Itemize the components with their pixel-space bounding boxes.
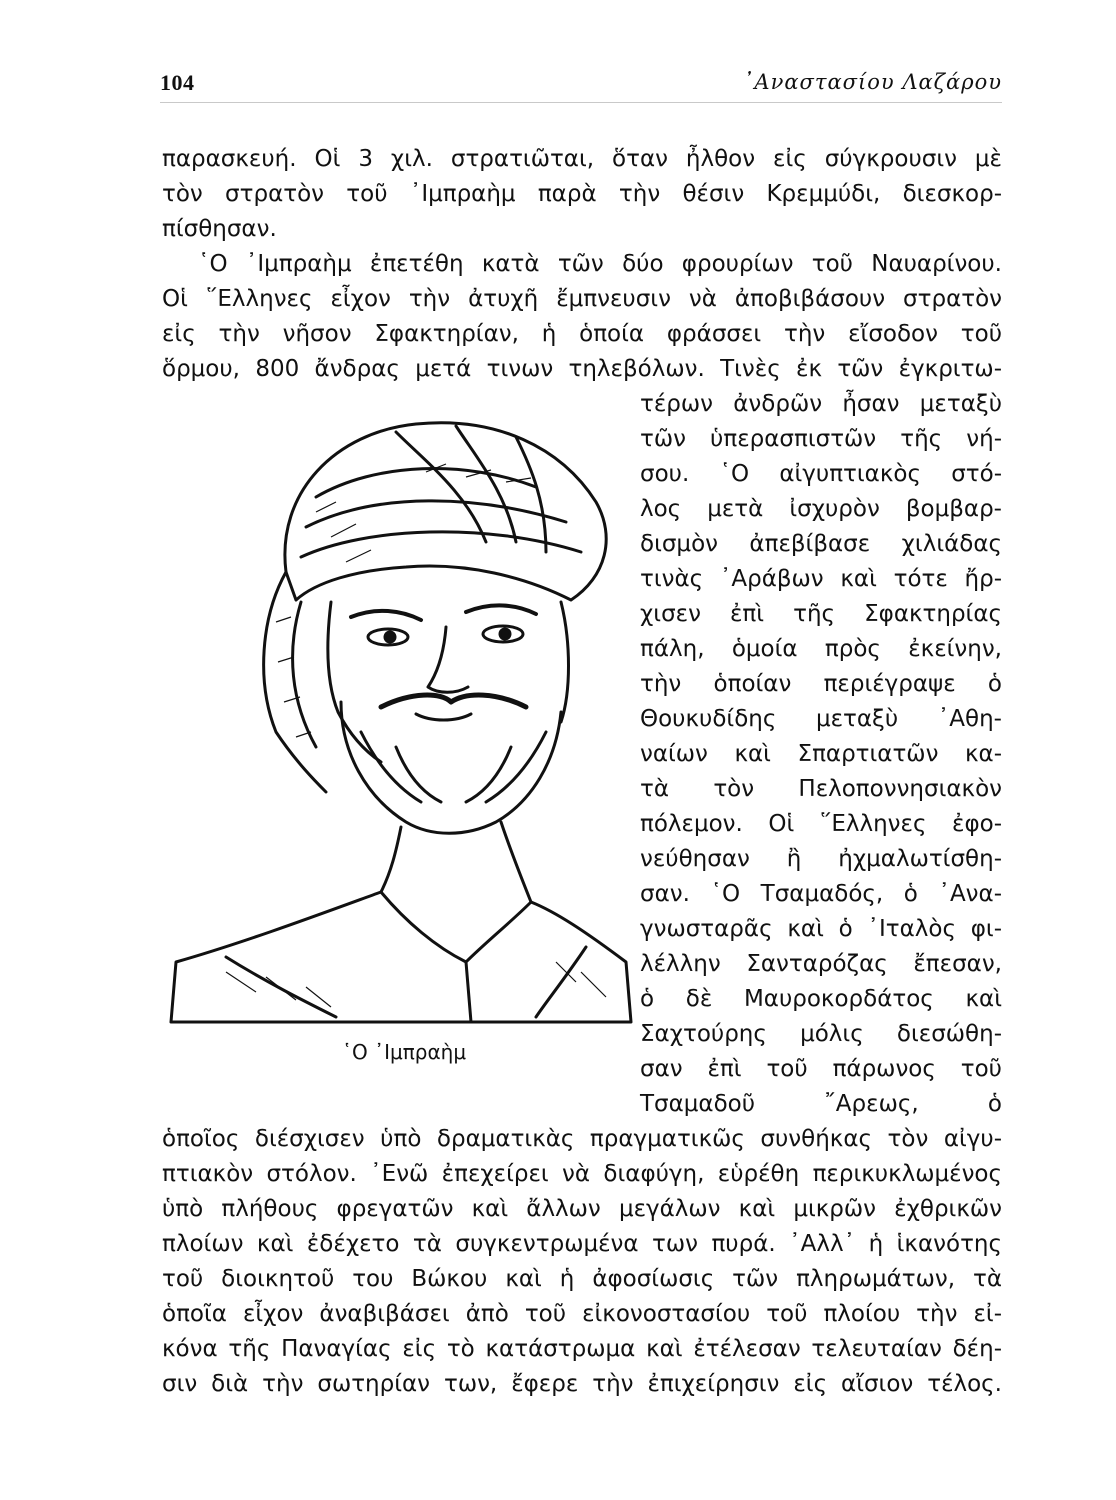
text-line: χισεν ἐπὶ τῆς Σφακτηρίας bbox=[640, 601, 1002, 627]
text-line: παρασκευή. Οἱ 3 χιλ. στρατιῶται, ὅταν ἦλθον εἰς σύγκρουσιν μὲ bbox=[162, 146, 1002, 172]
portrait-illustration bbox=[166, 402, 636, 1024]
text-line: πόλεμον. Οἱ ῞Ελληνες ἐφο- bbox=[640, 811, 1002, 837]
text-line: δισμὸν ἀπεβίβασε χιλιάδας bbox=[640, 531, 1002, 557]
text-line: γνωσταρᾶς καὶ ὁ ᾿Ιταλὸς φι- bbox=[640, 916, 1002, 942]
text-line: λος μετὰ ἰσχυρὸν βομβαρ- bbox=[640, 496, 1002, 522]
text-line: σου. ῾Ο αἰγυπτιακὸς στό- bbox=[640, 461, 1002, 487]
figure-caption: ῾Ο ᾿Ιμπραὴμ bbox=[342, 1040, 467, 1064]
text-line: κόνα τῆς Παναγίας εἰς τὸ κατάστρωμα καὶ ἐτέλεσαν τελευταίαν δέη- bbox=[162, 1336, 1002, 1362]
page-header bbox=[160, 64, 1002, 104]
text-line: τοῦ διοικητοῦ του Βώκου καὶ ἡ ἀφοσίωσις τῶν πληρωμάτων, τὰ bbox=[162, 1266, 1002, 1292]
text-line: τὰ τὸν Πελοποννησιακὸν bbox=[640, 776, 1002, 802]
text-line: σιν διὰ τὴν σωτηρίαν των, ἔφερε τὴν ἐπιχείρησιν εἰς αἴσιον τέλος. bbox=[162, 1371, 1002, 1397]
running-head: ᾿Αναστασίου Λαζάρου bbox=[742, 70, 1002, 94]
text-line: Σαχτούρης μόλις διεσώθη- bbox=[640, 1021, 1002, 1047]
text-line: τέρων ἀνδρῶν ἦσαν μεταξὺ bbox=[640, 391, 1002, 417]
text-line: πτιακὸν στόλον. ᾿Ενῶ ἐπεχείρει νὰ διαφύγη, εὑρέθη περικυκλωμένος bbox=[162, 1161, 1002, 1187]
text-line: σαν. ῾Ο Τσαμαδός, ὁ ᾿Ανα- bbox=[640, 881, 1002, 907]
text-line: Οἱ ῞Ελληνες εἶχον τὴν ἀτυχῆ ἔμπνευσιν νὰ ἀποβιβάσουν στρατὸν bbox=[162, 286, 1002, 312]
text-line: Τσαμαδοῦ ῎Αρεως, ὁ bbox=[640, 1091, 1002, 1117]
text-line: ὑπὸ πλήθους φρεγατῶν καὶ ἄλλων μεγάλων καὶ μικρῶν ἐχθρικῶν bbox=[162, 1196, 1002, 1222]
text-line: πάλη, ὁμοία πρὸς ἐκείνην, bbox=[640, 636, 1002, 662]
header-rule bbox=[160, 102, 1002, 103]
text-line: τῶν ὑπερασπιστῶν τῆς νή- bbox=[640, 426, 1002, 452]
text-line: λέλλην Σανταρόζας ἔπεσαν, bbox=[640, 951, 1002, 977]
text-line: ὁποῖα εἶχον ἀναβιβάσει ἀπὸ τοῦ εἰκονοστασίου τοῦ πλοίου τὴν εἰ- bbox=[162, 1301, 1002, 1327]
text-line: Θουκυδίδης μεταξὺ ᾿Αθη- bbox=[640, 706, 1002, 732]
text-line: ὁ δὲ Μαυροκορδάτος καὶ bbox=[640, 986, 1002, 1012]
text-line: εἰς τὴν νῆσον Σφακτηρίαν, ἡ ὁποία φράσσει τὴν εἴσοδον τοῦ bbox=[162, 321, 1002, 347]
page-number: 104 bbox=[160, 70, 195, 95]
text-line: ῾Ο ᾿Ιμπραὴμ ἐπετέθη κατὰ τῶν δύο φρουρίων τοῦ Ναυαρίνου. bbox=[198, 251, 1002, 277]
text-line: τὴν ὁποίαν περιέγραψε ὁ bbox=[640, 671, 1002, 697]
text-line: τὸν στρατὸν τοῦ ᾿Ιμπραὴμ παρὰ τὴν θέσιν Κρεμμύδι, διεσκορ- bbox=[162, 181, 1002, 207]
text-line: νεύθησαν ἢ ἠχμαλωτίσθη- bbox=[640, 846, 1002, 872]
portrait-icon bbox=[166, 402, 636, 1024]
text-line: ὁποῖος διέσχισεν ὑπὸ δραματικὰς πραγματικῶς συνθήκας τὸν αἰγυ- bbox=[162, 1126, 1002, 1152]
text-line: πλοίων καὶ ἐδέχετο τὰ συγκεντρωμένα των πυρά. ᾿Αλλ᾿ ἡ ἱκανότης bbox=[162, 1231, 1002, 1257]
text-line: τινὰς ᾿Αράβων καὶ τότε ἤρ- bbox=[640, 566, 1002, 592]
text-line: σαν ἐπὶ τοῦ πάρωνος τοῦ bbox=[640, 1056, 1002, 1082]
text-line: πίσθησαν. bbox=[162, 216, 277, 242]
text-line: ναίων καὶ Σπαρτιατῶν κα- bbox=[640, 741, 1002, 767]
text-line: ὅρμου, 800 ἄνδρας μετά τινων τηλεβόλων. Τινὲς ἐκ τῶν ἐγκριτω- bbox=[162, 356, 1002, 382]
